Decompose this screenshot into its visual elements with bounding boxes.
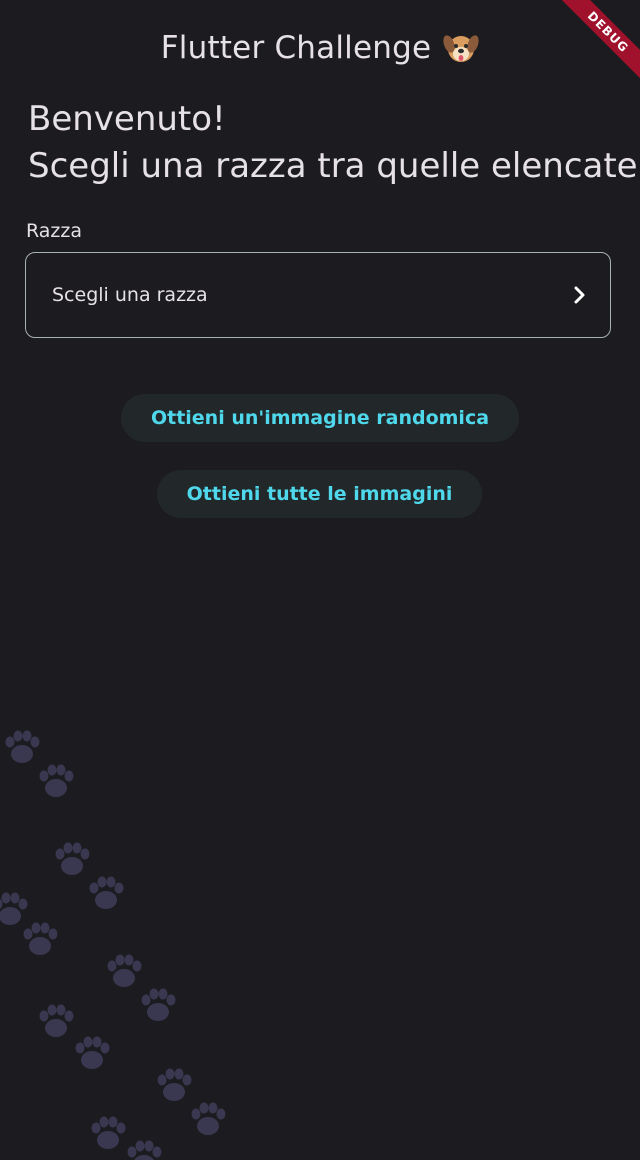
all-images-button[interactable]: Ottieni tutte le immagini — [157, 470, 482, 518]
paw-print — [0, 893, 28, 926]
app-bar — [0, 0, 640, 96]
paw-print — [90, 877, 124, 910]
paw-print — [108, 955, 142, 988]
welcome-message — [28, 96, 638, 190]
paw-print — [142, 989, 176, 1022]
breed-select-placeholder: Scegli una razza — [52, 284, 208, 306]
paw-print — [56, 843, 90, 876]
app-bar-title-group — [161, 30, 479, 66]
paw-print — [192, 1103, 226, 1136]
breed-field-label: Razza — [26, 220, 83, 242]
app-title: Flutter Challenge — [160, 30, 432, 66]
chevron-right-icon — [572, 285, 588, 305]
paw-print — [40, 1005, 74, 1038]
paw-print — [24, 923, 58, 956]
paw-print — [158, 1069, 192, 1102]
paw-print — [128, 1141, 162, 1160]
paw-print — [76, 1037, 110, 1070]
debug-ribbon-label: DEBUG — [559, 0, 640, 81]
welcome-title: Benvenuto! — [28, 99, 226, 139]
paw-print — [6, 731, 40, 764]
paw-prints-icon — [0, 700, 260, 1160]
paw-print — [40, 765, 74, 798]
paw-print — [92, 1117, 126, 1150]
dog-face-icon — [443, 30, 479, 66]
breed-select[interactable] — [25, 252, 611, 338]
random-image-button[interactable]: Ottieni un'immagine randomica — [121, 394, 519, 442]
welcome-subtitle: Scegli una razza tra quelle elencate — [28, 146, 638, 186]
